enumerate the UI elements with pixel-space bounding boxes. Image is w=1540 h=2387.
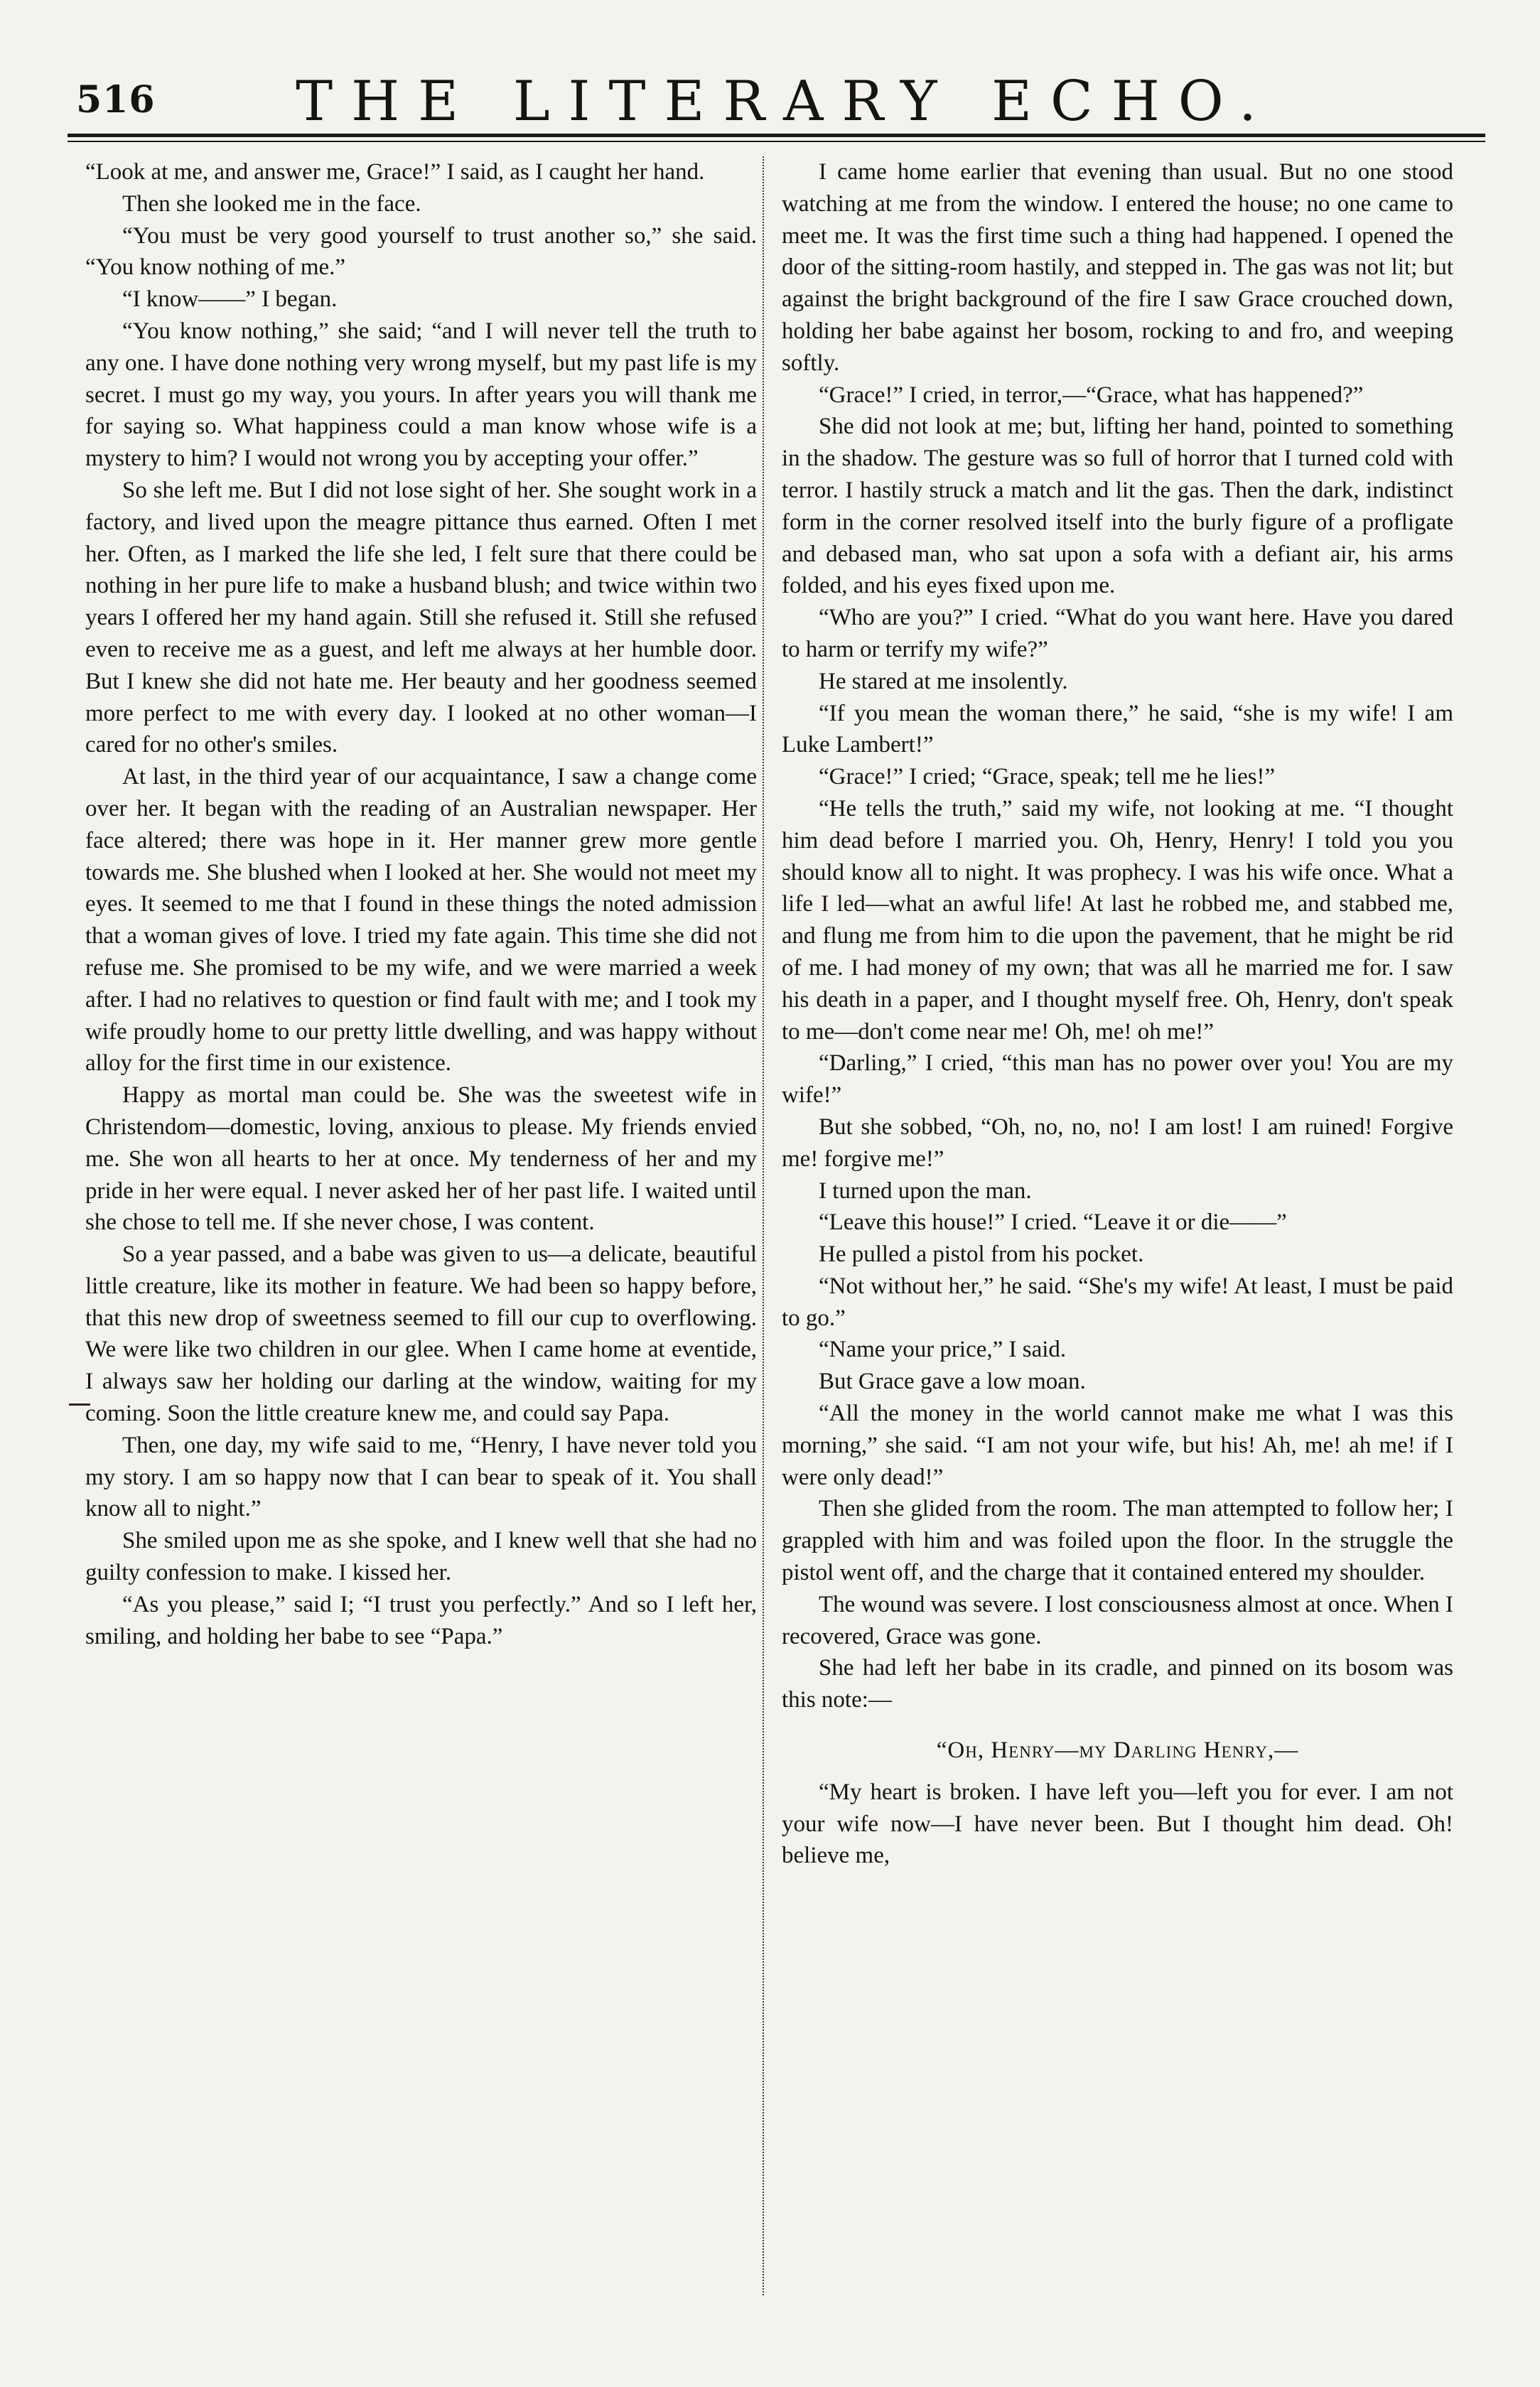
paragraph: Then she glided from the room. The man attempted to follow her; I grappled with him and was foiled upon the floor. In the struggle the pistol went off, and the charge that it contained entered my shoulder. bbox=[782, 1496, 1453, 1586]
paragraph: Happy as mortal man could be. She was the sweetest wife in Christendom—domestic, loving, anxious to please. My friends envied me. She won all hearts to her at once. My tenderness of her and my pride in her were equal. I never asked her of her past life. I waited until she chose to tell me. If she never chose, I was content. bbox=[85, 1082, 757, 1236]
paragraph: He stared at me insolently. bbox=[819, 668, 1068, 694]
left-column bbox=[85, 156, 757, 2288]
newspaper-page bbox=[68, 50, 1485, 2352]
paragraph: “You know nothing,” she said; “and I will never tell the truth to any one. I have done nothing very wrong myself, but my past life is my secret. I must go my way, you yours. In after years you will thank me for saying so. What happiness could a man know whose wife is a mystery to him? I would not wrong you by accepting your offer.” bbox=[85, 318, 757, 472]
paragraph: “Name your price,” I said. bbox=[819, 1337, 1067, 1363]
paragraph: “Leave this house!” I cried. “Leave it or die——” bbox=[819, 1209, 1287, 1236]
paragraph: So a year passed, and a babe was given to us—a delicate, beautiful little creature, like its mother in feature. We had been so happy before, that this new drop of sweetness seemed to fill our cup to overflowing. We were like two children in our glee. When I came home at eventide, I always saw her holding our darling at the window, waiting for my coming. Soon the little creature knew me, and could say Papa. bbox=[85, 1241, 757, 1427]
right-column bbox=[782, 156, 1453, 2288]
paragraph: “Grace!” I cried; “Grace, speak; tell me he lies!” bbox=[819, 764, 1276, 790]
paragraph: Then she looked me in the face. bbox=[122, 190, 421, 217]
paragraph: The wound was severe. I lost consciousness almost at once. When I recovered, Grace was gone. bbox=[782, 1591, 1453, 1649]
paragraph: “Grace!” I cried, in terror,—“Grace, what has happened?” bbox=[819, 382, 1364, 408]
paragraph: She did not look at me; but, lifting her hand, pointed to something in the shadow. The gesture was so full of horror that I turned cold with terror. I hastily struck a match and lit the gas. Then the dark, indistinct form in the corner resolved itself into the burly figure of a profligate and debased man, who sat upon a sofa with a defiant air, his arms folded, and his eyes fixed upon me. bbox=[782, 414, 1453, 599]
paragraph: “Who are you?” I cried. “What do you want here. Have you dared to harm or terrify my wife?” bbox=[782, 605, 1453, 662]
letter-salutation: “Oh, Henry—my Darling Henry,— bbox=[936, 1737, 1299, 1764]
paragraph: “All the money in the world cannot make me what I was this morning,” she said. “I am not your wife, but his! Ah, me! ah me! if I were only dead!” bbox=[782, 1401, 1453, 1490]
paragraph: I came home earlier that evening than usual. But no one stood watching at me from the window. I entered the house; no one came to meet me. It was the first time such a thing had happened. I opened the door of the sitting-room hastily, and stepped in. The gas was not lit; but against the bright background of the fire I saw Grace crouched down, holding her babe against her bosom, rocking to and fro, and weeping softly. bbox=[782, 159, 1453, 376]
header-rule-thin bbox=[68, 141, 1485, 142]
paragraph: So she left me. But I did not lose sight of her. She sought work in a factory, and lived upon the meagre pittance thus earned. Often I met her. Often, as I marked the life she led, I felt sure that there could be nothing in her pure life to make a husband blush; and twice within two years I offered her my hand again. Still she refused it. Still she refused even to receive me as a guest, and left me always at her humble door. But I knew she did not hate me. Her beauty and her goodness seemed more perfect to me with every day. I looked at no other woman—I cared for no other's smiles. bbox=[85, 477, 757, 758]
paragraph: She had left her babe in its cradle, and pinned on its bosom was this note:— bbox=[782, 1655, 1453, 1713]
masthead-title: THE LITERARY ECHO. bbox=[296, 70, 1275, 134]
paragraph: “He tells the truth,” said my wife, not looking at me. “I thought him dead before I married you. Oh, Henry, Henry! I told you you should know all to night. It was prophecy. I was his wife once. What a life I led—what an awful life! At last he robbed me, and stabbed me, and flung me from him to die upon the pavement, that he might be rid of me. I had money of my own; that was all he married me for. I saw his death in a paper, and I thought myself free. Oh, Henry, don't speak to me—don't come near me! Oh, me! oh me!” bbox=[782, 795, 1453, 1045]
column-divider bbox=[763, 156, 764, 2295]
paragraph: “You must be very good yourself to trust another so,” she said. “You know nothing of me.” bbox=[85, 222, 757, 281]
paragraph: “Not without her,” he said. “She's my wife! At least, I must be paid to go.” bbox=[782, 1273, 1453, 1331]
paragraph: But Grace gave a low moan. bbox=[819, 1369, 1086, 1395]
paragraph: I turned upon the man. bbox=[819, 1178, 1032, 1204]
paragraph: Then, one day, my wife said to me, “Henry, I have never told you my story. I am so happy now that I can bear to speak of it. You shall know all to night.” bbox=[85, 1432, 757, 1522]
paragraph: “My heart is broken. I have left you—left you for ever. I am not your wife now—I have never been. But I thought him dead. Oh! believe me, bbox=[782, 1779, 1453, 1869]
paragraph: “Darling,” I cried, “this man has no power over you! You are my wife!” bbox=[782, 1050, 1453, 1109]
paragraph: “As you please,” said I; “I trust you perfectly.” And so I left her, smiling, and holding her babe to see “Papa.” bbox=[85, 1591, 757, 1649]
paragraph: “Look at me, and answer me, Grace!” I said, as I caught her hand. bbox=[85, 159, 705, 185]
paragraph: But she sobbed, “Oh, no, no, no! I am lost! I am ruined! Forgive me! forgive me!” bbox=[782, 1114, 1453, 1172]
page-number: 516 bbox=[76, 78, 156, 122]
paragraph: He pulled a pistol from his pocket. bbox=[819, 1241, 1144, 1268]
header-rule bbox=[68, 134, 1485, 137]
paragraph: “I know——” I began. bbox=[122, 286, 338, 313]
paragraph: At last, in the third year of our acquaintance, I saw a change come over her. It began with the reading of an Australian newspaper. Her face altered; there was hope in it. Her manner grew more gentle towards me. She blushed when I looked at her. She would not meet my eyes. It seemed to me that I found in these things the noted admission that a woman gives of love. I tried my fate again. This time she did not refuse me. She promised to be my wife, and we were married a week after. I had no relatives to question or find fault with me; and I took my wife proudly home to our pretty little dwelling, and was happy without alloy for the first time in our existence. bbox=[85, 764, 757, 1077]
page-header bbox=[68, 50, 1485, 134]
paragraph: She smiled upon me as she spoke, and I knew well that she had no guilty confession to make. I kissed her. bbox=[85, 1528, 757, 1586]
paragraph: “If you mean the woman there,” he said, “she is my wife! I am Luke Lambert!” bbox=[782, 700, 1453, 758]
